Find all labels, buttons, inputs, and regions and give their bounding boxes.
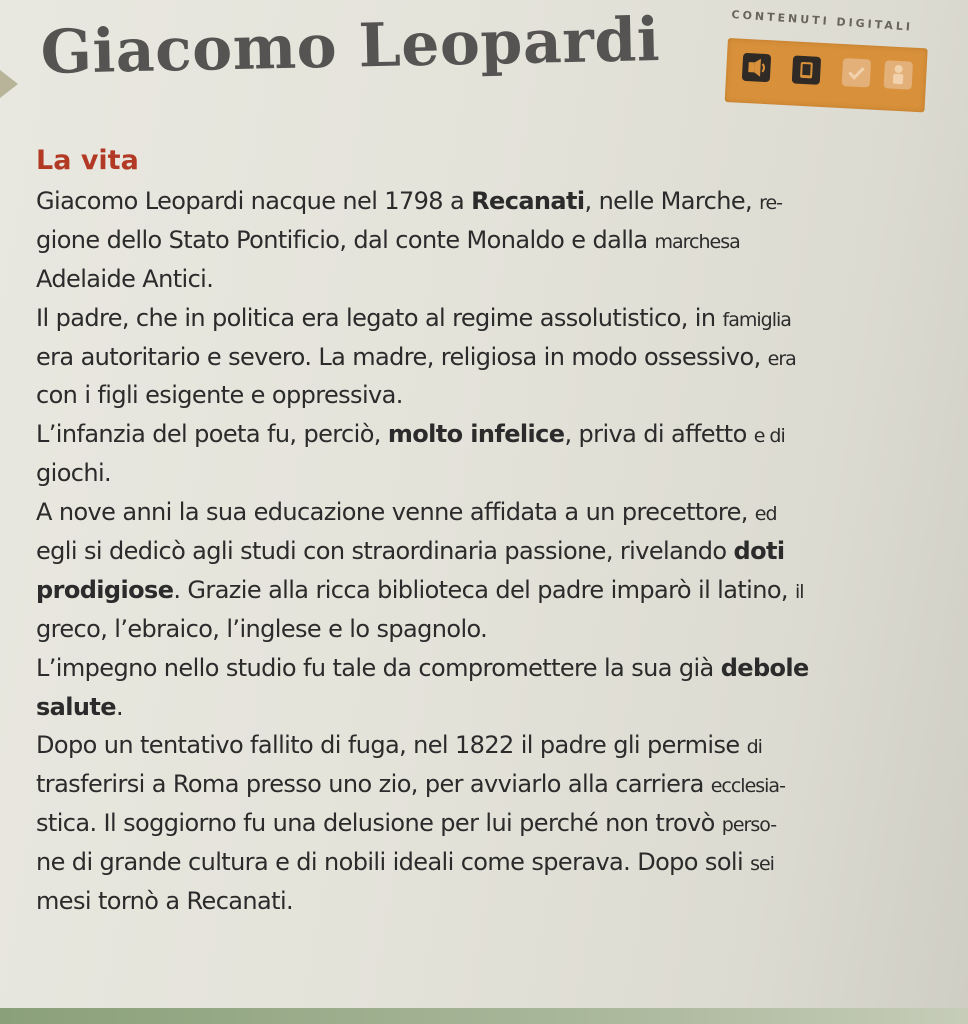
text-line — [36, 260, 936, 299]
text-segment: mesi tornò a Recanati. — [36, 887, 294, 916]
digital-contents-box — [718, 8, 938, 108]
text-segment: Giacomo Leopardi nacque nel 1798 a — [36, 187, 472, 215]
page-bottom-edge — [0, 1008, 968, 1024]
text-line — [36, 726, 936, 765]
tablet-icon[interactable] — [792, 55, 821, 84]
check-icon[interactable] — [842, 58, 871, 87]
text-segment: era — [767, 347, 796, 370]
text-segment: marchesa — [654, 230, 740, 253]
text-segment: il — [795, 580, 804, 603]
text-segment: Dopo un tentativo fallito di fuga, nel 1822 il padre gli permise — [36, 731, 747, 760]
biography-text — [36, 140, 936, 921]
text-line — [36, 221, 936, 260]
text-segment: A nove anni la sua educazione venne affidata a un precettore, — [36, 498, 755, 527]
text-segment: stica. Il soggiorno fu una delusione per lui perché non trovò — [36, 809, 722, 838]
text-segment: sei — [750, 853, 774, 876]
text-line — [36, 804, 936, 843]
page-title: Giacomo Leopardi — [40, 5, 661, 88]
text-line — [36, 493, 936, 532]
bold-text: salute — [36, 692, 116, 721]
text-segment: . Grazie alla ricca biblioteca del padre imparò il latino, — [173, 575, 795, 604]
text-line — [36, 571, 936, 610]
text-line — [36, 649, 936, 688]
text-segment: Il padre, che in politica era legato al regime assolutistico, in — [36, 303, 723, 332]
bold-text: prodigiose — [36, 575, 174, 604]
text-line — [36, 338, 936, 377]
text-segment: , priva di affetto — [564, 420, 754, 449]
figure-icon[interactable] — [884, 60, 913, 89]
text-segment: ne di grande cultura e di nobili ideali come sperava. Dopo soli — [36, 848, 751, 877]
text-segment: famiglia — [722, 308, 791, 331]
bold-text: debole — [720, 653, 809, 682]
margin-arrow — [0, 70, 18, 98]
text-segment: egli si dedicò agli studi con straordinaria passione, rivelando — [36, 537, 734, 566]
section-heading: La vita — [36, 145, 139, 176]
text-segment: ed — [754, 503, 777, 526]
text-segment: di — [746, 736, 762, 759]
digital-contents-label: CONTENUTI DIGITALI — [731, 8, 914, 34]
text-segment: , nelle Marche, — [584, 187, 760, 215]
bold-text: molto infelice — [387, 420, 565, 449]
text-line — [36, 182, 936, 221]
text-segment: era autoritario e severo. La madre, religiosa in modo ossessivo, — [36, 342, 768, 371]
text-line — [36, 299, 936, 338]
text-line — [36, 532, 936, 571]
text-line — [36, 843, 936, 882]
text-line — [36, 688, 936, 727]
text-segment: giochi. — [36, 459, 112, 488]
text-segment: e di — [753, 425, 785, 448]
text-segment: gione dello Stato Pontificio, dal conte Monaldo e dalla — [36, 225, 655, 254]
bold-text: Recanati — [471, 187, 585, 215]
audio-icon[interactable] — [742, 53, 771, 82]
text-line — [36, 376, 936, 415]
text-segment: greco, l’ebraico, l’inglese e lo spagnolo. — [36, 614, 488, 643]
text-segment: re- — [759, 192, 783, 214]
text-segment: L’infanzia del poeta fu, perciò, — [36, 420, 388, 449]
text-segment: L’impegno nello studio fu tale da compromettere la sua già — [36, 653, 721, 682]
text-segment: trasferirsi a Roma presso uno zio, per avviarlo alla carriera — [36, 770, 711, 799]
text-segment: ecclesia- — [710, 775, 785, 798]
paragraph-lines — [36, 182, 936, 921]
digital-contents-bar — [725, 38, 928, 112]
text-segment: con i figli esigente e oppressiva. — [36, 381, 403, 410]
text-line — [36, 610, 936, 649]
bold-text: doti — [733, 537, 785, 566]
text-line — [36, 454, 936, 493]
text-line — [36, 882, 936, 921]
text-segment: . — [115, 692, 123, 721]
text-segment: perso- — [721, 814, 777, 837]
text-line — [36, 415, 936, 454]
text-segment: Adelaide Antici. — [36, 264, 214, 293]
text-line — [36, 765, 936, 804]
